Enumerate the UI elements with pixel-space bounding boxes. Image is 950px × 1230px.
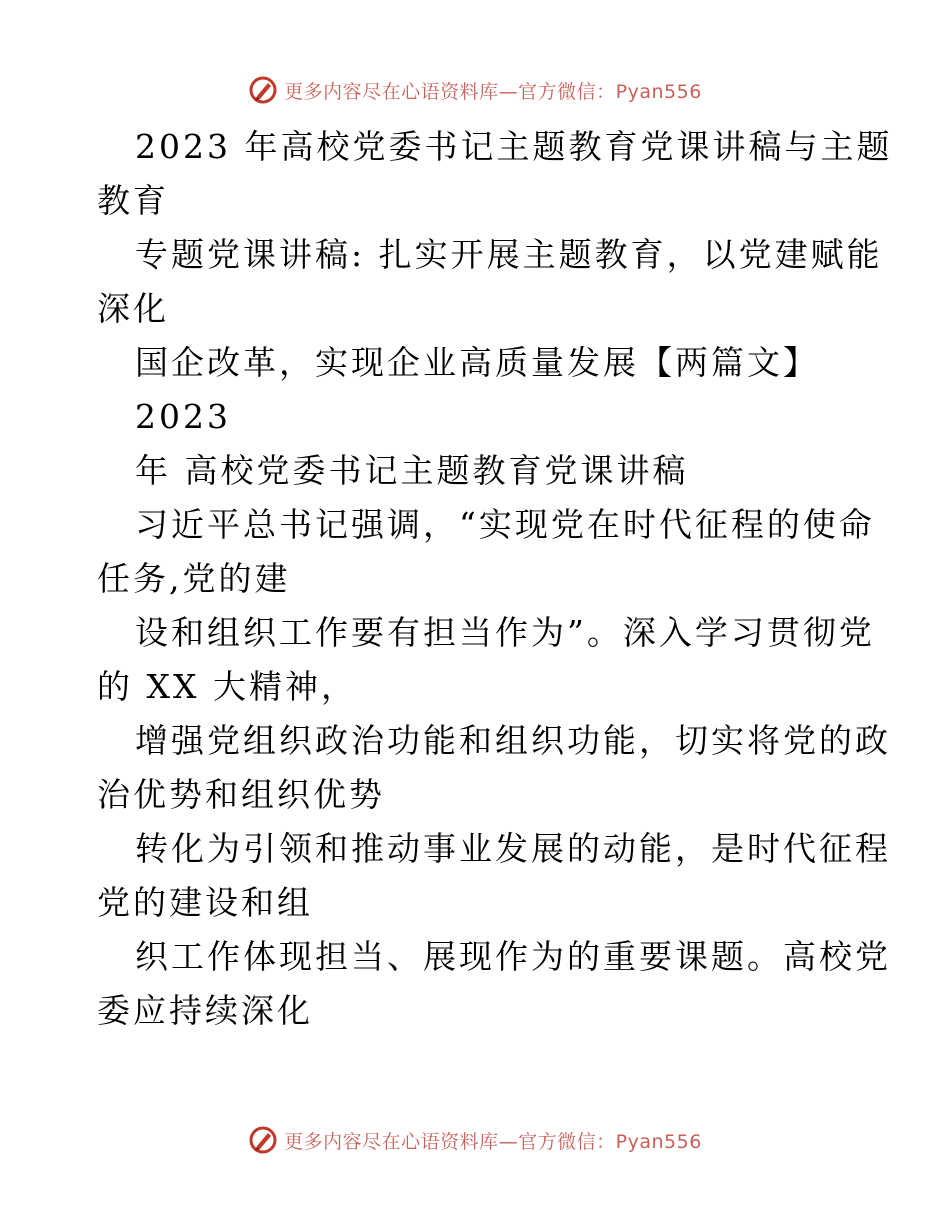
footer-watermark-banner	[0, 1120, 950, 1160]
pen-logo-icon	[248, 1125, 278, 1155]
subtitle-line-2: 深化	[97, 289, 169, 328]
body-line: 转化为引领和推动事业发展的动能，是时代征程	[135, 829, 891, 868]
title-line-2: 教育	[97, 181, 169, 220]
title-line-1: 2023 年高校党委书记主题教育党课讲稿与主题	[135, 127, 893, 166]
body-line: 党的建设和组	[97, 883, 313, 922]
body-line: 习近平总书记强调，“实现党在时代征程的使命	[135, 505, 875, 544]
body-line: 任务,党的建	[97, 559, 291, 598]
body-line: 增强党组织政治功能和组织功能，切实将党的政	[135, 721, 891, 760]
header-watermark-banner	[0, 70, 950, 110]
section-title-line: 年 高校党委书记主题教育党课讲稿	[135, 451, 689, 490]
header-watermark-text: 更多内容尽在心语资料库—官方微信：Pyan556	[284, 80, 702, 103]
footer-watermark-text: 更多内容尽在心语资料库—官方微信：Pyan556	[284, 1130, 702, 1153]
document-body	[97, 120, 893, 1038]
body-line: 委应持续深化	[97, 991, 313, 1030]
subtitle-line-3: 国企改革，实现企业高质量发展【两篇文】	[135, 343, 819, 382]
body-line: 设和组织工作要有担当作为”。深入学习贯彻党	[135, 613, 875, 652]
pen-logo-icon	[248, 75, 278, 105]
subtitle-line-1: 专题党课讲稿: 扎实开展主题教育，以党建赋能	[135, 235, 883, 274]
body-line: 治优势和组织优势	[97, 775, 385, 814]
body-line: 的 XX 大精神，	[97, 667, 357, 706]
body-line: 织工作体现担当、展现作为的重要课题。高校党	[135, 937, 891, 976]
section-year-line: 2023	[135, 397, 231, 436]
